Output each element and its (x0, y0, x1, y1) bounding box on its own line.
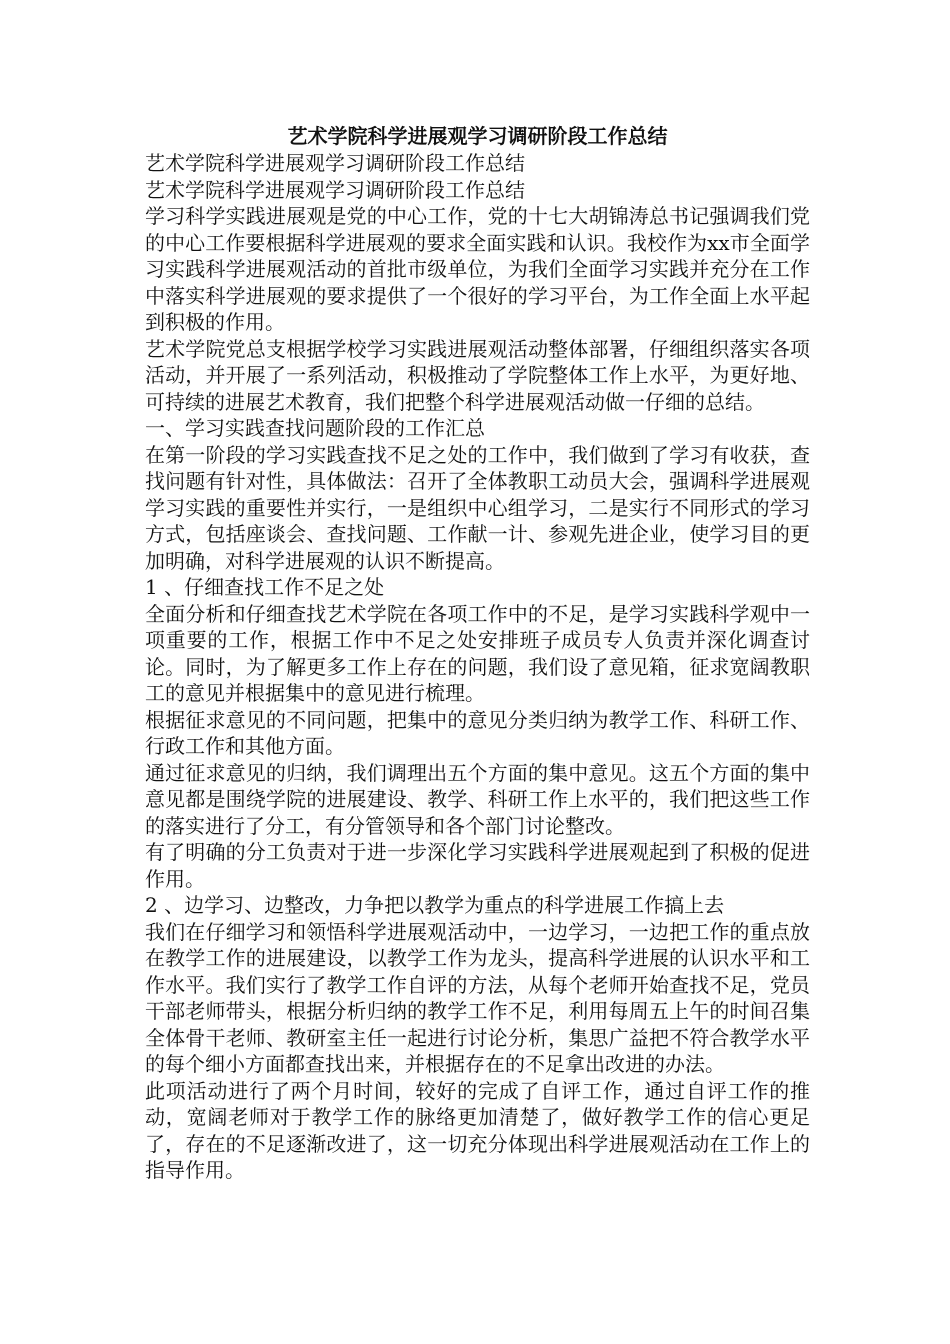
section-heading-1: 一、学习实践查找问题阶段的工作汇总 (145, 416, 485, 440)
paragraph-teaching-focus: 我们在仔细学习和领悟科学进展观活动中，一边学习，一边把工作的重点放在教学工作的进展建设，以教学工作为龙头，提高科学进展的认识水平和工作水平。我们实行了教学工作自评的方法，从每个老师开始查找不足，党员干部老师带头，根据分析归纳的教学工作不足，利用每周五上午的时间召集全体骨干老师、教研室主任一起进行讨论分析，集思广益把不符合教学水平的每个细小方面都查找出来，并根据存在的不足拿出改进的办法。 (145, 919, 810, 1076)
paragraph-intro: 学习科学实践进展观是党的中心工作，党的十七大胡锦涛总书记强调我们党的中心工作要根据科学进展观的要求全面实践和认识。我校作为xx市全面学习实践科学进展观活动的首批市级单位，为我们全面学习实践并充分在工作中落实科学进展观的要求提供了一个很好的学习平台，为工作全面上水平起到积极的作用。 (145, 204, 810, 334)
paragraph-self-evaluation: 此项活动进行了两个月时间，较好的完成了自评工作，通过自评工作的推动，宽阔老师对于教学工作的脉络更加清楚了，做好教学工作的信心更足了，存在的不足逐渐改进了，这一切充分体现出科学进展观活动在工作上的指导作用。 (145, 1078, 810, 1182)
subtitle-line-1: 艺术学院科学进展观学习调研阶段工作总结 (145, 151, 525, 175)
paragraph-party-branch: 艺术学院党总支根据学校学习实践进展观活动整体部署，仔细组织落实各项活动，并开展了一系列活动，积极推动了学院整体工作上水平，为更好地、可持续的进展艺术教育，我们把整个科学进展观活动做一仔细的总结。 (145, 336, 810, 414)
document-body (145, 122, 810, 1184)
subheading-1: 1 、仔细查找工作不足之处 (145, 575, 385, 599)
document-title: 艺术学院科学进展观学习调研阶段工作总结 (287, 124, 668, 148)
subheading-2: 2 、边学习、边整改，力争把以教学为重点的科学进展工作搞上去 (145, 893, 725, 917)
paragraph-classification: 根据征求意见的不同问题，把集中的意见分类归纳为教学工作、科研工作、行政工作和其他方面。 (145, 707, 810, 758)
subtitle-line-2: 艺术学院科学进展观学习调研阶段工作总结 (145, 177, 525, 202)
paragraph-five-aspects: 通过征求意见的归纳，我们调理出五个方面的集中意见。这五个方面的集中意见都是围绕学院的进展建设、教学、科研工作上水平的，我们把这些工作的落实进行了分工，有分管领导和各个部门讨论整改。 (145, 760, 810, 838)
paragraph-analysis: 全面分析和仔细查找艺术学院在各项工作中的不足，是学习实践科学观中一项重要的工作，根据工作中不足之处安排班子成员专人负责并深化调查讨论。同时，为了解更多工作上存在的问题，我们设了意见箱，征求宽阔教职工的意见并根据集中的意见进行梳理。 (145, 601, 810, 705)
paragraph-first-stage: 在第一阶段的学习实践查找不足之处的工作中，我们做到了学习有收获，查找问题有针对性，具体做法：召开了全体教职工动员大会，强调科学进展观学习实践的重要性并实行，一是组织中心组学习，二是实行不同形式的学习方式，包括座谈会、查找问题、工作献一计、参观先进企业，使学习目的更加明确，对科学进展观的认识不断提高。 (145, 442, 810, 573)
paragraph-division: 有了明确的分工负责对于进一步深化学习实践科学进展观起到了积极的促进作用。 (145, 840, 810, 891)
